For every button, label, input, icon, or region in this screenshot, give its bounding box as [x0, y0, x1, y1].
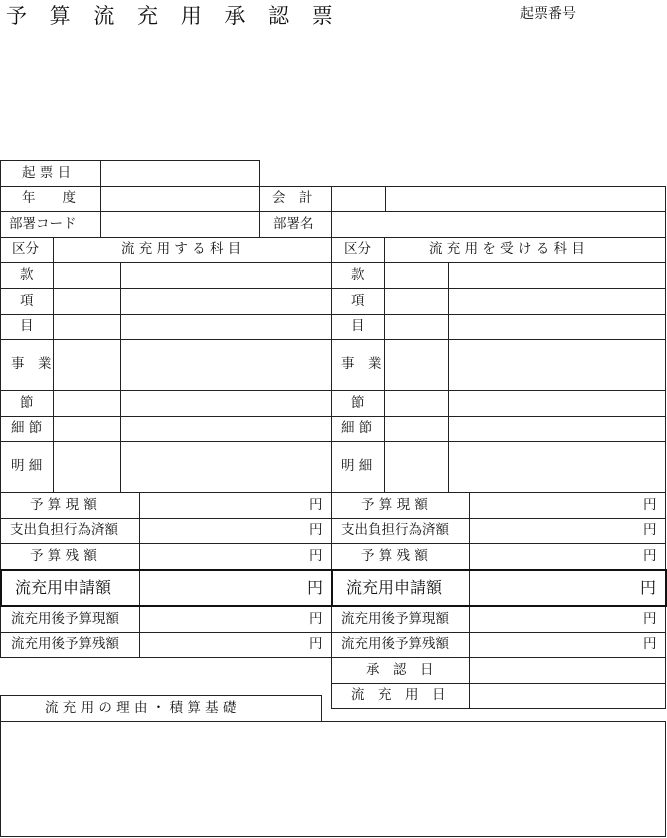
- setsu-label-right: 節: [351, 395, 365, 411]
- kaikei-name-field[interactable]: [386, 187, 665, 211]
- go-genkaku-label-left: 流充用後予算現額: [11, 611, 119, 627]
- from-subject-title: 流 充 用 す る 科 目: [121, 241, 242, 257]
- setsu-label-left: 節: [20, 395, 34, 411]
- kihyoubi-label: 起 票 日: [22, 165, 72, 181]
- zangaku-label-left: 予 算 残 額: [30, 548, 97, 564]
- genkaku-amount-right[interactable]: [470, 493, 638, 518]
- rule: [0, 339, 666, 340]
- shishutsu-label-left: 支出負担行為済額: [10, 522, 118, 538]
- kou-label-left: 項: [20, 293, 34, 309]
- go-genkaku-label-right: 流充用後予算現額: [341, 611, 449, 627]
- yen-unit: 円: [643, 611, 657, 627]
- rule: [0, 543, 666, 544]
- reason-text-area[interactable]: [1, 722, 665, 836]
- jigyou-label-left: 事 業: [11, 356, 52, 372]
- rule: [384, 237, 385, 492]
- nendo-label: 年 度: [22, 190, 76, 206]
- moku-label-left: 目: [20, 318, 34, 334]
- rule: [0, 237, 666, 238]
- document-number-label: 起票番号: [520, 6, 576, 22]
- saisetsu-label-left: 細 節: [11, 420, 43, 436]
- shinsei-amount-right[interactable]: [470, 571, 635, 605]
- kaikei-code-field[interactable]: [332, 187, 385, 211]
- yen-unit: 円: [309, 636, 323, 652]
- rule: [0, 695, 322, 696]
- kubun-label-left: 区分: [12, 241, 39, 257]
- ryuuyou-bi-field[interactable]: [470, 684, 665, 708]
- page-title: 予 算 流 充 用 承 認 票: [6, 4, 341, 28]
- go-zangaku-label-left: 流充用後予算残額: [11, 636, 119, 652]
- rule: [321, 695, 322, 721]
- rule: [53, 237, 54, 492]
- kan-label-left: 款: [20, 267, 34, 283]
- nendo-field[interactable]: [101, 187, 259, 211]
- rule: [331, 186, 332, 708]
- reason-label: 流 充 用 の 理 由 ・ 積 算 基 礎: [45, 700, 237, 716]
- yen-unit: 円: [309, 548, 323, 564]
- rule: [0, 441, 666, 442]
- to-subject-title: 流 充 用 を 受 け る 科 目: [429, 241, 585, 257]
- shinsei-label-right: 流充用申請額: [346, 578, 443, 597]
- yen-unit: 円: [307, 578, 324, 597]
- yen-unit: 円: [640, 578, 657, 597]
- rule: [448, 262, 449, 492]
- zangaku-label-right: 予 算 残 額: [361, 548, 428, 564]
- yen-unit: 円: [643, 636, 657, 652]
- rule: [0, 262, 666, 263]
- yen-unit: 円: [309, 611, 323, 627]
- rule: [0, 390, 666, 391]
- rule: [259, 160, 260, 237]
- ryuuyou-bi-label: 流 充 用 日: [351, 687, 446, 703]
- rule: [0, 314, 666, 315]
- kaikei-label: 会 計: [272, 190, 313, 206]
- moku-label-right: 目: [351, 318, 365, 334]
- kou-label-right: 項: [351, 293, 365, 309]
- shinsei-amount-left[interactable]: [140, 571, 305, 605]
- rule: [0, 518, 666, 519]
- busho-code-field[interactable]: [101, 212, 259, 237]
- shishutsu-label-right: 支出負担行為済額: [341, 522, 449, 538]
- saisetsu-label-right: 細 節: [341, 420, 373, 436]
- kubun-label-right: 区分: [344, 241, 371, 257]
- meisai-label-right: 明 細: [341, 458, 373, 474]
- rule: [0, 288, 666, 289]
- kan-label-right: 款: [351, 267, 365, 283]
- yen-unit: 円: [309, 497, 323, 513]
- busho-mei-label: 部署名: [273, 216, 314, 232]
- busho-code-label: 部署コード: [9, 216, 77, 232]
- shonin-bi-field[interactable]: [470, 658, 665, 683]
- rule: [0, 836, 666, 837]
- kihyoubi-field[interactable]: [101, 161, 259, 186]
- rule: [331, 708, 666, 709]
- genkaku-amount-left[interactable]: [140, 493, 305, 518]
- yen-unit: 円: [643, 548, 657, 564]
- go-zangaku-label-right: 流充用後予算残額: [341, 636, 449, 652]
- rule: [665, 721, 666, 836]
- shinsei-label-left: 流充用申請額: [15, 578, 112, 597]
- genkaku-label-left: 予 算 現 額: [30, 497, 97, 513]
- genkaku-label-right: 予 算 現 額: [361, 497, 428, 513]
- rule: [0, 632, 666, 633]
- jigyou-label-right: 事 業: [341, 356, 382, 372]
- shonin-bi-label: 承 認 日: [366, 662, 434, 678]
- rule: [0, 416, 666, 417]
- yen-unit: 円: [643, 522, 657, 538]
- meisai-label-left: 明 細: [11, 458, 43, 474]
- rule: [665, 186, 666, 708]
- yen-unit: 円: [309, 522, 323, 538]
- rule: [120, 262, 121, 492]
- busho-mei-field[interactable]: [332, 212, 665, 237]
- yen-unit: 円: [643, 497, 657, 513]
